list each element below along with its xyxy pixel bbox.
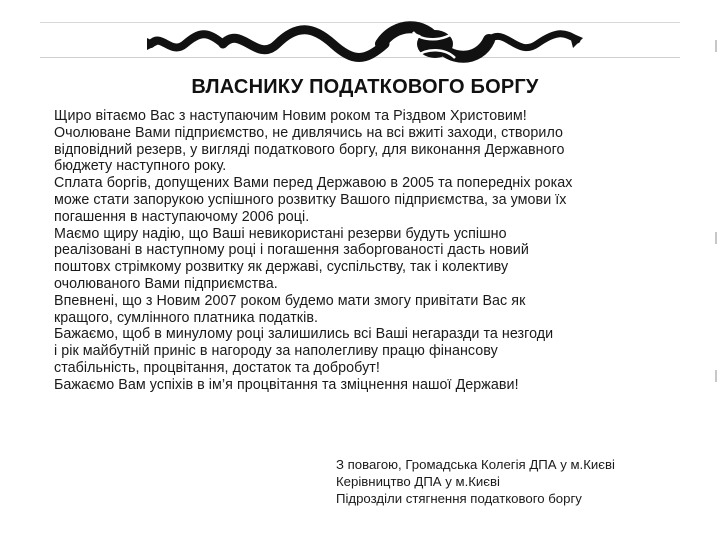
body-line: може стати запорукою успішного розвитку Вашого підприємства, за умови їх: [54, 191, 567, 208]
signature-line: З повагою, Громадська Колегія ДПА у м.Києві: [336, 457, 615, 472]
body-line: Очолюване Вами підприємство, не дивлячись на всі вжиті заходи, створило: [54, 124, 564, 141]
body-line: очолюваного Вами підприємства.: [54, 275, 278, 292]
edge-mark: [715, 370, 717, 382]
body-line: Бажаємо, щоб в минулому році залишились всі Ваші негаразди та незгоди: [54, 326, 554, 343]
body-line: стабільність, процвітання, достаток та добробут!: [54, 359, 380, 376]
body-line: Бажаємо Вам успіхів в ім’я процвітання та зміцнення нашої Держави!: [54, 376, 519, 393]
serpent-ribbon-ornament-icon: [145, 18, 585, 70]
signature-line: Керівництво ДПА у м.Києві: [336, 474, 500, 489]
body-line: погашення в наступаючому 2006 році.: [54, 208, 310, 225]
signature-line: Підрозділи стягнення податкового боргу: [336, 491, 582, 506]
body-line: реалізовані в наступному році і погашення заборгованості дасть новий: [54, 242, 529, 259]
body-line: кращого, сумлінного платника податків.: [54, 309, 319, 326]
edge-mark: [715, 40, 717, 52]
body-line: відповідний резерв, у вигляді податкового боргу, для виконання Державного: [54, 141, 565, 158]
body-line: Впевнені, що з Новим 2007 роком будемо мати змогу привітати Вас як: [54, 292, 526, 309]
body-line: Маємо щиру надію, що Ваші невикористані резерви будуть успішно: [54, 225, 507, 242]
letter-body: [54, 108, 694, 394]
body-line: Сплата боргів, допущених Вами перед Державою в 2005 та попередніх роках: [54, 175, 573, 192]
body-line: бюджету наступного року.: [54, 158, 227, 175]
body-line: і рік майбутній приніс в нагороду за наполегливу працю фінансову: [54, 343, 498, 360]
document-title: ВЛАСНИКУ ПОДАТКОВОГО БОРГУ: [191, 76, 539, 98]
body-line: Щиро вітаємо Вас з наступаючим Новим роком та Різдвом Христовим!: [54, 108, 527, 124]
body-line: поштовх стрімкому розвитку як державі, суспільству, так і колективу: [54, 259, 509, 276]
signature-block: [336, 456, 696, 507]
edge-mark: [715, 232, 717, 244]
